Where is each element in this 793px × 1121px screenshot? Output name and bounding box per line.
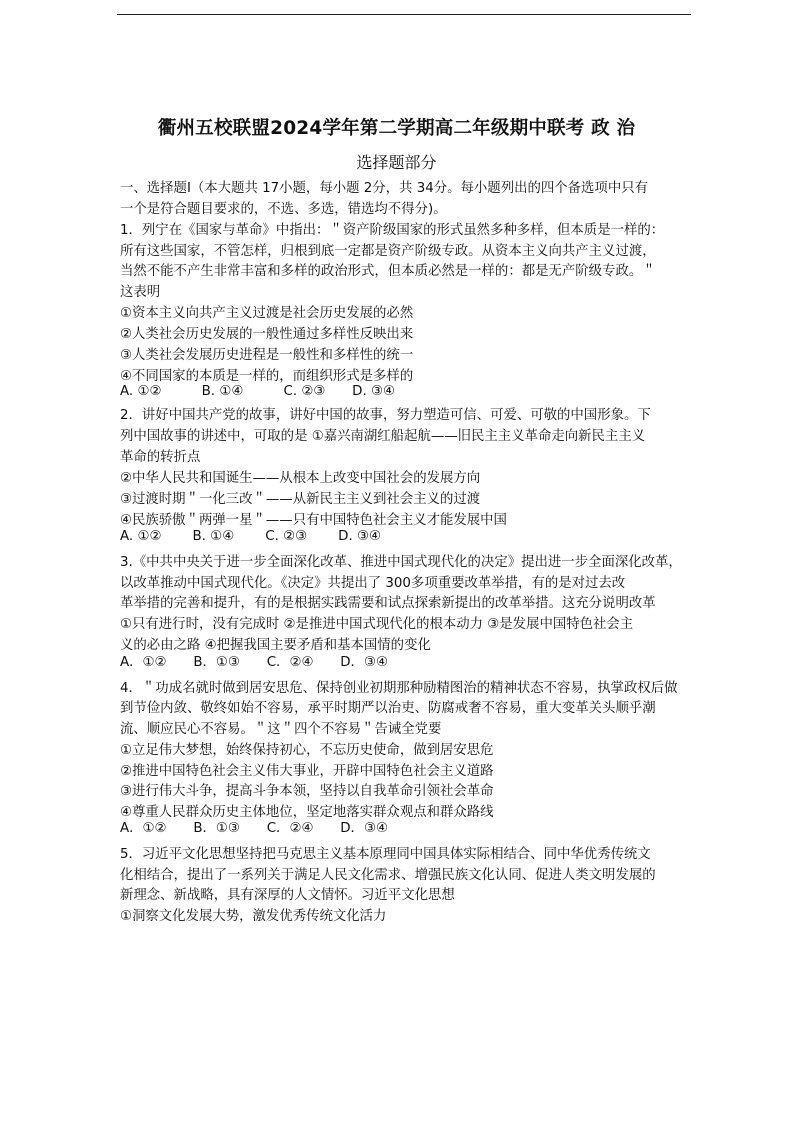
header-rule (117, 14, 691, 15)
text-line: 革举措的完善和提升，有的是根据实践需要和试点探索新提出的改革举措。这充分说明改革 (120, 596, 656, 611)
text-line: ①资本主义向共产主义过渡是社会历史发展的必然 (120, 306, 414, 321)
section-subtitle: 选择题部分 (356, 153, 437, 172)
text-line: ②中华人民共和国诞生——从根本上改变中国社会的发展方向 (120, 471, 481, 486)
text-line: ③过渡时期＂一化三改＂——从新民主主义到社会主义的过渡 (120, 492, 481, 507)
text-line: ④民族骄傲＂两弹一星＂——只有中国特色社会主义才能发展中国 (120, 513, 507, 528)
text-line: 1．列宁在《国家与革命》中指出：＂资产阶级国家的形式虽然多种多样，但本质是一样的： (120, 223, 665, 238)
answer-options: A. ①② B. ①④ C. ②③ D. ③④ (120, 529, 381, 544)
text-line: 所有这些国家，不管怎样，归根到底一定都是资产阶级专政。从资本主义向共产主义过渡， (120, 244, 656, 259)
answer-options: A．①② B．①③ C．②④ D．③④ (120, 821, 388, 836)
text-line: ①立足伟大梦想，始终保持初心，不忘历史使命，做到居安思危 (120, 743, 494, 758)
text-line: ①洞察文化发展大势，激发优秀传统文化活力 (120, 909, 387, 924)
text-line: 革命的转折点 (120, 450, 201, 465)
document-title: 衢州五校联盟2024学年第二学期高二年级期中联考 政 治 (157, 118, 636, 139)
text-line: 一个是符合题目要求的，不选、多选，错选均不得分)。 (120, 202, 447, 217)
text-line: ①只有进行时，没有完成时 ②是推进中国式现代化的根本动力 ③是发展中国特色社会主 (120, 617, 634, 632)
text-line: 到节俭内敛、敬终如始不容易，承平时期严以治吏、防腐戒奢不容易，重大变革关头顺乎潮 (120, 701, 656, 716)
text-line: 5．习近平文化思想坚持把马克思主义基本原理同中国具体实际相结合、同中华优秀传统文 (120, 847, 651, 862)
text-line: ④不同国家的本质是一样的，而组织形式是多样的 (120, 369, 414, 384)
text-line: ②推进中国特色社会主义伟大事业，开辟中国特色社会主义道路 (120, 764, 494, 779)
text-line: 新理念、新战略，具有深厚的人文情怀。习近平文化思想 (120, 888, 455, 903)
text-line: 义的必由之路 ④把握我国主要矛盾和基本国情的变化 (120, 638, 431, 653)
text-line: 化相结合，提出了一系列关于满足人民文化需求、增强民族文化认同、促进人类文明发展的 (120, 868, 656, 883)
text-line: ②人类社会历史发展的一般性通过多样性反映出来 (120, 327, 414, 342)
text-line: 一、选择题Ⅰ（本大题共 17小题，每小题 2分，共 34分。每小题列出的四个备选项中只有 (120, 181, 648, 196)
text-line: 3.《中共中央关于进一步全面深化改革、推进中国式现代化的决定》提出进一步全面深化改革， (120, 555, 682, 570)
text-line: 4．＂功成名就时做到居安思危、保持创业初期那种励精图治的精神状态不容易，执掌政权后做 (120, 681, 678, 696)
text-line: 流、顺应民心不容易。＂这＂四个不容易＂告诫全党要 (120, 722, 442, 737)
answer-options: A. ①② B. ①④ C. ②③ D. ③④ (120, 384, 395, 399)
text-line: 2．讲好中国共产党的故事，讲好中国的故事，努力塑造可信、可爱、可敬的中国形象。下 (120, 408, 651, 423)
text-line: ③人类社会发展历史进程是一般性和多样性的统一 (120, 348, 414, 363)
answer-options: A．①② B．①③ C．②④ D．③④ (120, 655, 388, 670)
text-line: ③进行伟大斗争，提高斗争本领，坚持以自我革命引领社会革命 (120, 784, 494, 799)
text-line: ④尊重人民群众历史主体地位，坚定地落实群众观点和群众路线 (120, 805, 494, 820)
text-line: 当然不能不产生非常丰富和多样的政治形式，但本质必然是一样的：都是无产阶级专政。＂ (120, 264, 656, 279)
text-line: 这表明 (120, 285, 161, 300)
text-line: 列中国故事的讲述中，可取的是 ①嘉兴南湖红船起航——旧民主主义革命走向新民主主义 (120, 429, 646, 444)
text-line: 以改革推动中国式现代化。《决定》共提出了 300多项重要改革举措，有的是对过去改 (120, 576, 626, 591)
